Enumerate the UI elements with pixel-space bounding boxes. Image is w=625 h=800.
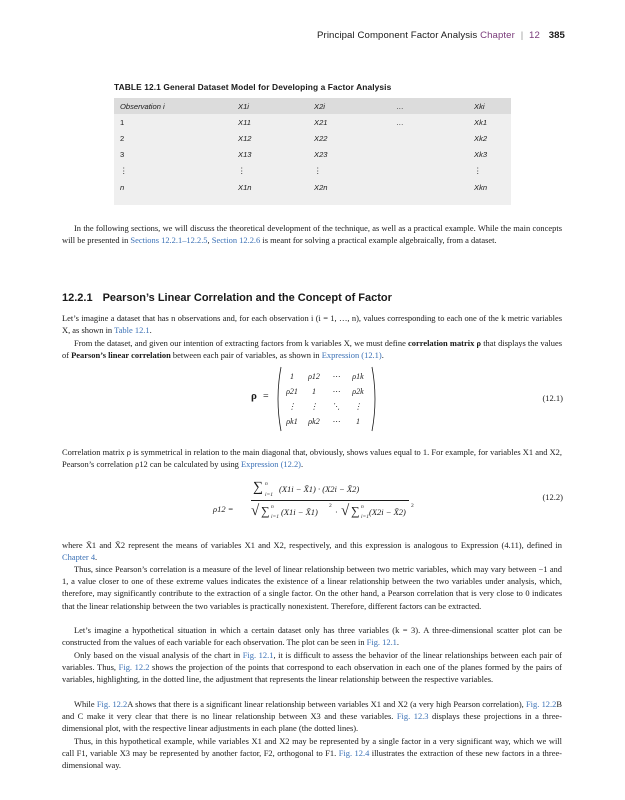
text-run: . — [149, 325, 152, 336]
section-title-text: Pearson’s Linear Correlation and the Concept of Factor — [102, 292, 392, 304]
paragraph-visual-analysis — [62, 649, 562, 686]
table-cell: ⋮ — [114, 163, 232, 179]
bold-term: correlation matrix ρ — [408, 338, 482, 348]
table-cell: ⋮ — [232, 163, 308, 179]
equation-number: (12.1) — [542, 393, 563, 403]
matrix-cell: ρ21 — [286, 387, 298, 396]
table-cell: Xk2 — [468, 130, 511, 146]
text-run: Correlation matrix ρ is symmetrical in relation to the main diagonal that, obviously, shows values equal to 1. For example, for variables X1 and X2, Pearson’s correlation ρ12 can be calculated by using — [62, 447, 562, 470]
sigma-symbol: ∑ — [261, 504, 270, 518]
matrix-cell: ρ12 — [308, 372, 320, 381]
paragraph-means — [62, 539, 562, 563]
text-run: . — [396, 637, 400, 648]
text-run: While — [74, 699, 97, 709]
text-run: Let’s imagine a dataset that has n observations and, for each observation i (i = 1, …, n), values corresponding to each one of the k metric variables X, as shown in — [62, 313, 562, 336]
pearson-correlation-equation — [213, 480, 414, 534]
text-run: Let’s imagine a hypothetical situation in which a certain dataset only has three variables (k = 3). A three-dimensional scatter plot can be constructed from the values of each variable for each observation. The plot can be seen in — [62, 625, 562, 648]
table-cell: 1 — [114, 114, 232, 130]
paragraph-three-variables — [62, 624, 562, 648]
intro-paragraph — [62, 222, 562, 246]
text-run: , it is difficult to assess the behavior of the linear relationships between each pair of variables. Thus, — [62, 650, 562, 673]
sum-upper-limit: n — [271, 504, 274, 510]
table-cell: … — [390, 114, 468, 130]
paragraph-correlation-matrix — [62, 337, 562, 361]
fraction-bar — [251, 500, 409, 501]
figure-link[interactable]: Fig. 12.2 — [118, 662, 150, 673]
table-cell: X21 — [308, 114, 390, 130]
text-run: . — [95, 552, 98, 563]
sum-lower-limit: i=1 — [361, 514, 369, 520]
matrix-cell: ⋮ — [310, 402, 318, 411]
table-cell — [390, 163, 468, 179]
matrix-cell: ⋱ — [332, 402, 340, 411]
table-cell: X22 — [308, 130, 390, 146]
matrix-cell: ρ2k — [352, 387, 364, 396]
text-run: . — [301, 459, 304, 470]
table-cell — [390, 179, 468, 195]
paragraph-factors — [62, 735, 562, 772]
text-run: , — [207, 235, 212, 246]
text-run: In the following sections, we will discuss the theoretical development of the technique, as well as a practical example. While the main concepts will be presented in — [62, 223, 562, 246]
matrix-cell: ρk1 — [286, 417, 298, 426]
text-run: Thus, since Pearson’s correlation is a measure of the level of linear relationship between two metric variables, which may vary between −1 and 1, a value closer to one of these extreme values indicates the existence of a linear relationship between the two variables under analysis, which, therefore, may significantly contribute to the extraction of a single factor. On the other hand, a Pearson correlation that is very close to 0 indicates that the linear relationship between the two variables is practically nonexistent. Therefore, different factors can be extracted. — [62, 564, 562, 611]
equals-sign: = — [263, 391, 269, 402]
table-header-cell: X1i — [232, 98, 308, 114]
figure-link[interactable]: Fig. 12.4 — [338, 748, 370, 759]
table-cell: X1n — [232, 179, 308, 195]
sum-upper-limit: n — [361, 504, 364, 510]
text-run: From the dataset, and given our intention of extracting factors from k variables X, we must define — [74, 338, 409, 348]
table-header-cell: Xki — [468, 98, 511, 114]
table-cell: Xk3 — [468, 147, 511, 163]
table-padding-row — [114, 195, 511, 205]
equation-number: (12.2) — [542, 492, 563, 502]
text-run: is meant for solving a practical example algebraically, from a dataset. — [260, 235, 497, 246]
table-row — [114, 179, 511, 195]
table-header-cell: … — [390, 98, 468, 114]
denominator-right: (X2i − X̄2) — [369, 507, 406, 517]
table-header-cell: Observation i — [114, 98, 232, 114]
text-run: illustrates the extraction of these new factors in a three-dimensional way. — [62, 748, 562, 771]
sum-lower-limit: i=1 — [265, 492, 273, 498]
table-cell: 3 — [114, 147, 232, 163]
matrix-cell: 1 — [290, 372, 294, 381]
table-cell: Xk1 — [468, 114, 511, 130]
text-run: . — [381, 350, 384, 361]
section-heading — [62, 292, 392, 304]
matrix-cell: 1 — [312, 387, 316, 396]
table-caption: TABLE 12.1 General Dataset Model for Developing a Factor Analysis — [114, 82, 392, 92]
chapter-label: Chapter — [480, 30, 515, 41]
dot-operator: · — [335, 507, 338, 517]
table-header-cell: X2i — [308, 98, 390, 114]
running-title: Principal Component Factor Analysis — [317, 30, 478, 41]
table-cell — [390, 130, 468, 146]
sqrt-symbol: √ — [251, 503, 260, 519]
matrix-cell: ⋯ — [332, 417, 340, 426]
correlation-matrix-equation — [249, 366, 379, 434]
equation-lhs: ρ12 = — [213, 504, 234, 514]
table-cell — [390, 147, 468, 163]
matrix-cells — [281, 369, 371, 429]
power: 2 — [411, 503, 414, 509]
equation-numerator: (X1i − X̄1) · (X2i − X̄2) — [279, 484, 360, 494]
table-cell: ⋮ — [308, 163, 390, 179]
paragraph-pearson-measure — [62, 563, 562, 612]
sigma-symbol: ∑ — [253, 480, 263, 495]
table-row — [114, 114, 511, 130]
table-cell: X2n — [308, 179, 390, 195]
sections-link[interactable]: Sections 12.2.1–12.2.5 — [130, 235, 208, 246]
dataset-table — [114, 98, 511, 205]
table-header-row — [114, 98, 511, 114]
paragraph-projections — [62, 698, 562, 735]
denominator-left: (X1i − X̄1) — [281, 507, 318, 517]
text-run: displays these projections in a three-dimensional plot, with the respective linear adjustments in each plane (the dotted lines). — [62, 711, 562, 734]
table-cell: ⋮ — [468, 163, 511, 179]
page-number: 385 — [548, 30, 565, 41]
matrix-cell: ρ1k — [352, 372, 364, 381]
text-run: where X̄1 and X̄2 represent the means of variables X1 and X2, respectively, and this expression is analogous to Expression (4.11), defined in — [62, 540, 562, 550]
table-row — [114, 163, 511, 179]
bold-term: Pearson’s linear correlation — [71, 350, 171, 361]
chapter-number: 12 — [529, 30, 540, 41]
table-cell: Xkn — [468, 179, 511, 195]
expression-link[interactable]: Expression (12.2) — [241, 459, 301, 470]
figure-link[interactable]: Fig. 12.1 — [366, 637, 397, 648]
table-cell: n — [114, 179, 232, 195]
text-run: that displays the values of — [62, 338, 562, 361]
sqrt-symbol: √ — [341, 503, 350, 519]
figure-link[interactable]: Fig. 12.3 — [396, 711, 429, 722]
matrix-cell: ρk2 — [308, 417, 320, 426]
paragraph-dataset — [62, 312, 562, 336]
text-run: between each pair of variables, as shown in — [170, 350, 322, 361]
section-number: 12.2.1 — [62, 292, 93, 304]
right-paren — [371, 366, 379, 432]
matrix-cell: ⋮ — [354, 402, 362, 411]
figure-link[interactable]: Fig. 12.2 — [525, 699, 557, 709]
sum-upper-limit: n — [265, 481, 268, 487]
text-run: B and C make it very clear that there is no linear relationship between X3 and these variables. — [62, 699, 562, 722]
expression-link[interactable]: Expression (12.1) — [321, 350, 382, 361]
figure-link[interactable]: Fig. 12.2 — [96, 699, 128, 709]
table-cell: X11 — [232, 114, 308, 130]
running-header — [60, 30, 565, 46]
text-run: Thus, in this hypothetical example, while variables X1 and X2 may be represented by a single factor in a very significant way, which we will call F1, variable X3 may be represented by another factor, F2, orthogonal to F1. — [62, 736, 562, 759]
text-run: shows the projection of the points that correspond to each observation in each one of the planes formed by the pairs of variables, highlighting, in the dotted line, the adjustment that represents the linear relationship between the respective variables. — [62, 662, 562, 685]
matrix-cell: 1 — [356, 417, 360, 426]
chapter-link[interactable]: Chapter 4 — [62, 552, 96, 563]
text-run: A shows that there is a significant linear relationship between variables X1 and X2 (a very high Pearson correlation), — [127, 699, 526, 709]
figure-link[interactable]: Fig. 12.1 — [242, 650, 274, 660]
matrix-cell: ⋯ — [332, 372, 340, 381]
table-row — [114, 130, 511, 146]
power: 2 — [329, 503, 332, 509]
matrix-cell: ⋯ — [332, 387, 340, 396]
header-separator: | — [520, 30, 524, 41]
table-cell: X12 — [232, 130, 308, 146]
section-link[interactable]: Section 12.2.6 — [211, 235, 261, 246]
paragraph-symmetry — [62, 446, 562, 470]
table-12-1 — [114, 82, 511, 205]
table-cell: X23 — [308, 147, 390, 163]
sum-lower-limit: i=1 — [271, 514, 279, 520]
table-cell: 2 — [114, 130, 232, 146]
table-row — [114, 147, 511, 163]
sigma-symbol: ∑ — [351, 504, 360, 518]
table-cell: X13 — [232, 147, 308, 163]
matrix-cell: ⋮ — [288, 402, 296, 411]
text-run: Only based on the visual analysis of the chart in — [74, 650, 243, 660]
table-link[interactable]: Table 12.1 — [114, 325, 150, 336]
rho-symbol: ρ — [251, 390, 257, 402]
